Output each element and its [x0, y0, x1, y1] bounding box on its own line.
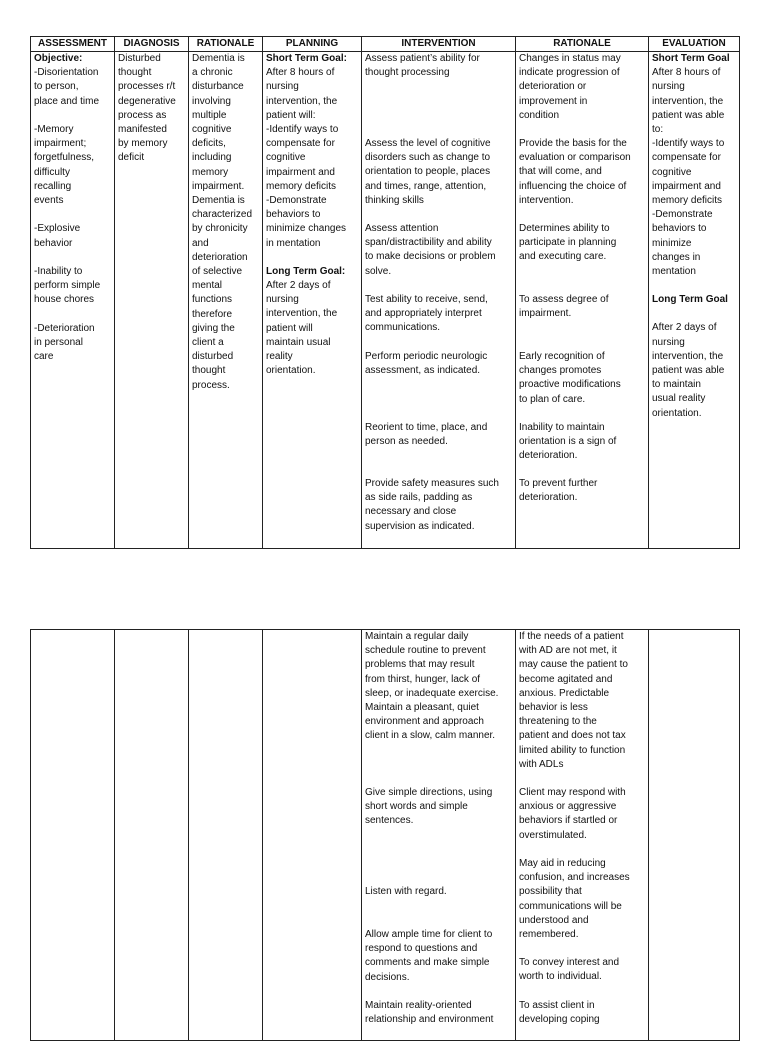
evaluation-long-label: Long Term Goal: [652, 294, 728, 306]
rationale-item: To assess degree of impairment.: [519, 294, 609, 320]
planning-cell: [263, 630, 362, 1041]
intervention-item: Assess attention span/distractibility and ability to make decisions or problem solve.: [365, 223, 496, 277]
intervention-cell: [362, 630, 516, 1041]
intervention-item: Test ability to receive, send, and appropriately interpret communications.: [365, 294, 488, 334]
short-term-goal-text: After 8 hours of nursing intervention, the patient will: -Identify ways to compensate for cognitive impairment and memory deficits -Demonstrate behaviors to minimize changes in mentation: [266, 67, 347, 249]
long-term-goal-text: After 2 days of nursing intervention, the patient will maintain usual reality orientation.: [266, 280, 338, 377]
header-diagnosis: DIAGNOSIS: [115, 37, 189, 52]
intervention-rationale-cell: [516, 630, 649, 1041]
header-intervention: INTERVENTION: [362, 37, 516, 52]
assessment-text: -Disorientation to person, place and time -Memory impairment; forgetfulness, difficulty recalling events -Explosive behavior -Inability to perform simple house chores -Deterioration in personal care: [34, 67, 101, 363]
rationale-item: Inability to maintain orientation is a sign of deterioration.: [519, 422, 617, 462]
long-term-goal-label: Long Term Goal:: [266, 265, 346, 277]
intervention-item: Reorient to time, place, and person as needed.: [365, 422, 488, 448]
intervention-cell: [362, 52, 516, 549]
intervention-item: Assess the level of cognitive disorders such as change to orientation to people, places and times, range, attention, thinking skills: [365, 138, 491, 206]
evaluation-short-label: Short Term Goal: [652, 53, 730, 64]
intervention-item: Allow ample time for client to respond to questions and comments and make simple decisions.: [365, 929, 493, 983]
diagnosis-cell: [115, 52, 189, 549]
assessment-label: Objective:: [34, 53, 83, 64]
diagnosis-text: Disturbed thought processes r/t degenerative process as manifested by memory deficit: [118, 53, 176, 164]
intervention-item: Maintain reality-oriented relationship and environment: [365, 1000, 494, 1026]
header-rationale: RATIONALE: [189, 37, 263, 52]
intervention-rationale-cell: [516, 52, 649, 549]
rationale-item: Client may respond with anxious or aggressive behaviors if startled or overstimulated.: [519, 787, 626, 841]
header-planning: PLANNING: [263, 37, 362, 52]
intervention-item: Provide safety measures such as side rails, padding as necessary and close supervision as indicated.: [365, 478, 499, 532]
evaluation-cell: [649, 630, 740, 1041]
care-plan-table-page-1: [30, 36, 740, 549]
intervention-item: Give simple directions, using short words and simple sentences.: [365, 787, 493, 827]
care-plan-table-page-2: [30, 629, 740, 1041]
intervention-item: Perform periodic neurologic assessment, as indicated.: [365, 351, 488, 377]
table-row: [31, 630, 740, 1041]
rationale-item: Determines ability to participate in planning and executing care.: [519, 223, 617, 263]
evaluation-long-text: After 2 days of nursing intervention, the patient was able to maintain usual reality orientation.: [652, 322, 725, 419]
evaluation-short-text: After 8 hours of nursing intervention, the patient was able to: -Identify ways to compensate for cognitive impairment and memory deficits -Demonstrate behaviors to minimize changes in mentation: [652, 67, 725, 278]
rationale-text: Dementia is a chronic disturbance involving multiple cognitive deficits, including memory impairment. Dementia is characterized by chronicity and deterioration of selective mental functions therefore giving the client a disturbed thought process.: [192, 53, 253, 391]
rationale-item: If the needs of a patient with AD are not met, it may cause the patient to become agitated and anxious. Predictable behavior is less threatening to the patient and does not tax limited ability to function with ADLs: [519, 631, 628, 770]
rationale-item: May aid in reducing confusion, and increases possibility that communications will be understood and remembered.: [519, 858, 630, 941]
rationale-item: Provide the basis for the evaluation or comparison that will come, and influencing the choice of intervention.: [519, 138, 631, 206]
header-evaluation: EVALUATION: [649, 37, 740, 52]
planning-cell: [263, 52, 362, 549]
header-assessment: ASSESSMENT: [31, 37, 115, 52]
header-row: [31, 37, 740, 52]
intervention-item: Assess patient’s ability for thought processing: [365, 53, 480, 79]
rationale-item: To convey interest and worth to individual.: [519, 957, 620, 983]
header-intervention-rationale: RATIONALE: [516, 37, 649, 52]
rationale-item: Changes in status may indicate progression of deterioration or improvement in condition: [519, 53, 621, 121]
assessment-cell: [31, 630, 115, 1041]
short-term-goal-label: Short Term Goal:: [266, 53, 347, 64]
diagnosis-cell: [115, 630, 189, 1041]
assessment-cell: [31, 52, 115, 549]
evaluation-cell: [649, 52, 740, 549]
rationale-cell: [189, 630, 263, 1041]
table-row: [31, 52, 740, 549]
rationale-item: To prevent further deterioration.: [519, 478, 598, 504]
intervention-item: Listen with regard.: [365, 886, 447, 897]
rationale-item: To assist client in developing coping: [519, 1000, 600, 1026]
rationale-cell: [189, 52, 263, 549]
intervention-item: Maintain a regular daily schedule routine to prevent problems that may result from thirst, hunger, lack of sleep, or inadequate exercise. Maintain a pleasant, quiet environment and approach client in a slow, calm manner.: [365, 631, 499, 742]
rationale-item: Early recognition of changes promotes proactive modifications to plan of care.: [519, 351, 621, 405]
